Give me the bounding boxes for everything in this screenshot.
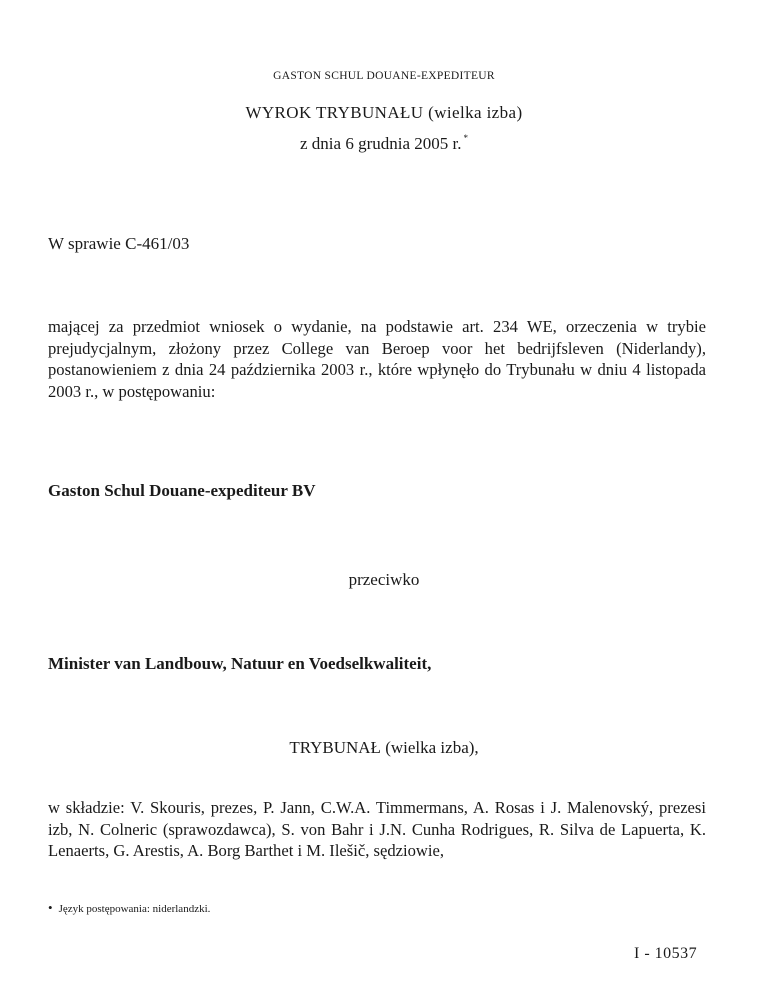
footnote-marker: •: [48, 900, 53, 915]
judgment-date-text: z dnia 6 grudnia 2005 r.: [300, 134, 462, 153]
case-reference: W sprawie C-461/03: [48, 234, 190, 253]
intro-paragraph: mającej za przedmiot wniosek o wydanie, na podstawie art. 234 WE, orzeczenia w trybie prejudycjalnym, złożony przez College van Beroep voor het bedrijfsleven (Niderlandy), postanowieniem z dnia 24 października 2003 r., które wpłynęło do Trybunału w dniu 4 listopada 2003 r., w postępowaniu:: [48, 317, 706, 401]
footnote-reference: *: [463, 133, 468, 143]
applicant-party: Gaston Schul Douane-expediteur BV: [48, 481, 316, 500]
composition-paragraph: w składzie: V. Skouris, prezes, P. Jann, C.W.A. Timmermans, A. Rosas i J. Malenovský, prezesi izb, N. Colneric (sprawozdawca), S. von Bahr i J.N. Cunha Rodrigues, R. Silva de Lapuerta, K. Lenaerts, G. Arestis, A. Borg Barthet i M. Ilešič, sędziowie,: [48, 798, 706, 860]
footnote: [48, 900, 210, 916]
court-heading: TRYBUNAŁ (wielka izba),: [289, 738, 479, 757]
versus-label: przeciwko: [348, 570, 420, 589]
judgment-date: [0, 133, 768, 154]
running-head: GASTON SCHUL DOUANE-EXPEDITEUR: [273, 70, 495, 82]
page-number: I - 10537: [634, 945, 698, 962]
footnote-text: Język postępowania: niderlandzki.: [58, 903, 211, 915]
judgment-title: WYROK TRYBUNAŁU (wielka izba): [245, 103, 523, 122]
defendant-party: Minister van Landbouw, Natuur en Voedselkwaliteit,: [48, 654, 432, 673]
